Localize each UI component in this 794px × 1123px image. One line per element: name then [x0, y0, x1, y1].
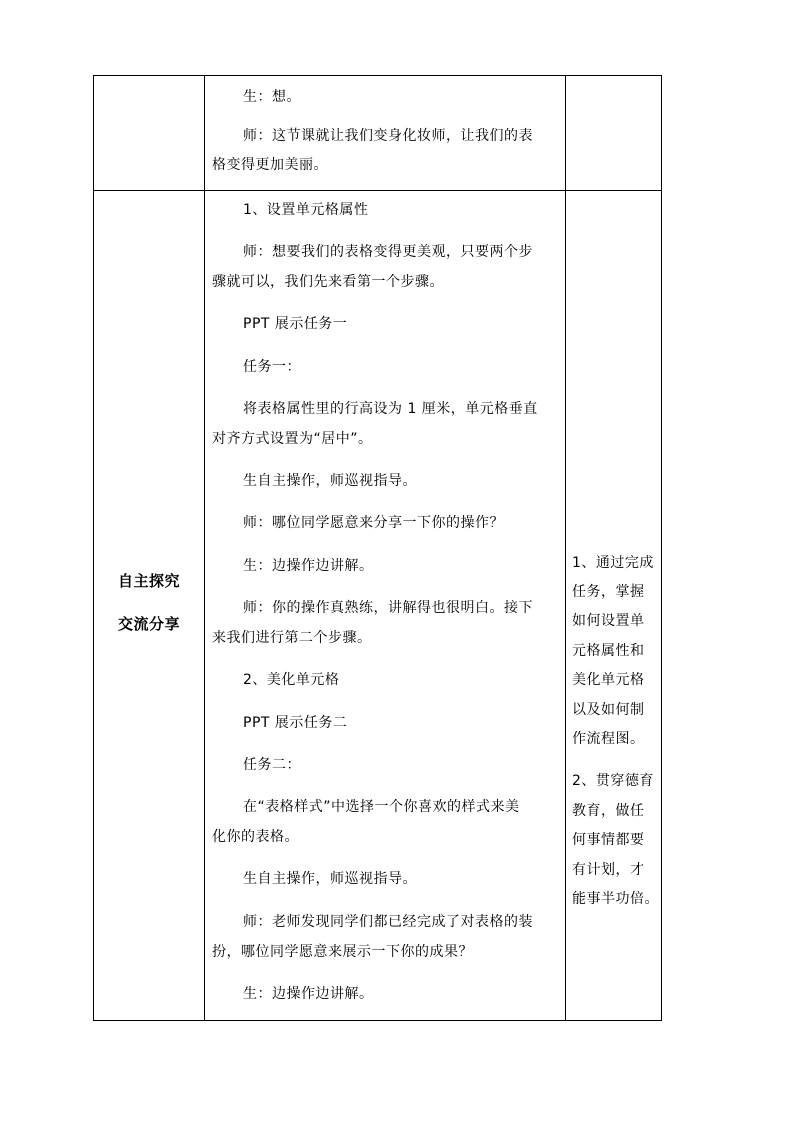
content-line: 生：边操作边讲解。 [243, 558, 374, 574]
intent-line: 以及如何制 [572, 702, 645, 718]
content-line: 任务二： [243, 757, 301, 773]
intent-line: 何事情都要 [572, 832, 645, 848]
content-line: 将表格属性里的行高设为 1 厘米，单元格垂直 [243, 401, 538, 417]
table-border-bottom [93, 1020, 662, 1021]
content-line: 来我们进行第二个步骤。 [212, 630, 372, 646]
intent-line: 任务，掌握 [572, 584, 645, 600]
content-line: PPT 展示任务一 [243, 316, 348, 332]
content-line: 师：你的操作真熟练，讲解得也很明白。接下 [243, 600, 533, 616]
intent-line: 美化单元格 [572, 672, 645, 688]
stage-label-line-2: 交流分享 [118, 615, 181, 633]
intent-line: 教育，做任 [572, 803, 645, 819]
row1-line-1: 生：想。 [243, 89, 301, 105]
row-divider [93, 190, 662, 191]
table-border-left [93, 75, 94, 1021]
content-line: 2、美化单元格 [243, 672, 340, 688]
column-divider-1 [204, 75, 205, 1021]
row1-line-2: 师：这节课就让我们变身化妆师，让我们的表 [243, 128, 533, 144]
content-line: 生自主操作，师巡视指导。 [243, 473, 417, 489]
content-line: 师：老师发现同学们都已经完成了对表格的装 [243, 914, 533, 930]
content-line: 对齐方式设置为“居中”。 [212, 431, 373, 447]
content-line: 任务一： [243, 359, 301, 375]
content-line: 扮，哪位同学愿意来展示一下你的成果？ [212, 944, 473, 960]
content-line: 骤就可以，我们先来看第一个步骤。 [212, 274, 444, 290]
content-line: 生：边操作边讲解。 [243, 986, 374, 1002]
table-border-top [93, 75, 662, 76]
content-line: 生自主操作，师巡视指导。 [243, 871, 417, 887]
stage-label-line-1: 自主探究 [118, 572, 181, 590]
column-divider-2 [565, 75, 566, 1021]
intent-line: 元格属性和 [572, 643, 645, 659]
content-line: 师：想要我们的表格变得更美观，只要两个步 [243, 244, 533, 260]
content-line: 在“表格样式”中选择一个你喜欢的样式来美 [243, 799, 520, 815]
intent-line: 有计划，才 [572, 862, 645, 878]
table-border-right [661, 75, 662, 1021]
content-line: 1、设置单元格属性 [243, 202, 369, 218]
content-line: 化你的表格。 [212, 829, 299, 845]
intent-line: 1、通过完成 [572, 555, 654, 571]
content-line: PPT 展示任务二 [243, 715, 348, 731]
intent-line: 能事半功倍。 [572, 891, 659, 907]
intent-line: 2、贯穿德育 [572, 773, 654, 789]
content-line: 师：哪位同学愿意来分享一下你的操作？ [243, 515, 504, 531]
intent-line: 作流程图。 [572, 731, 645, 747]
row1-line-3: 格变得更加美丽。 [212, 157, 328, 173]
intent-line: 如何设置单 [572, 613, 645, 629]
